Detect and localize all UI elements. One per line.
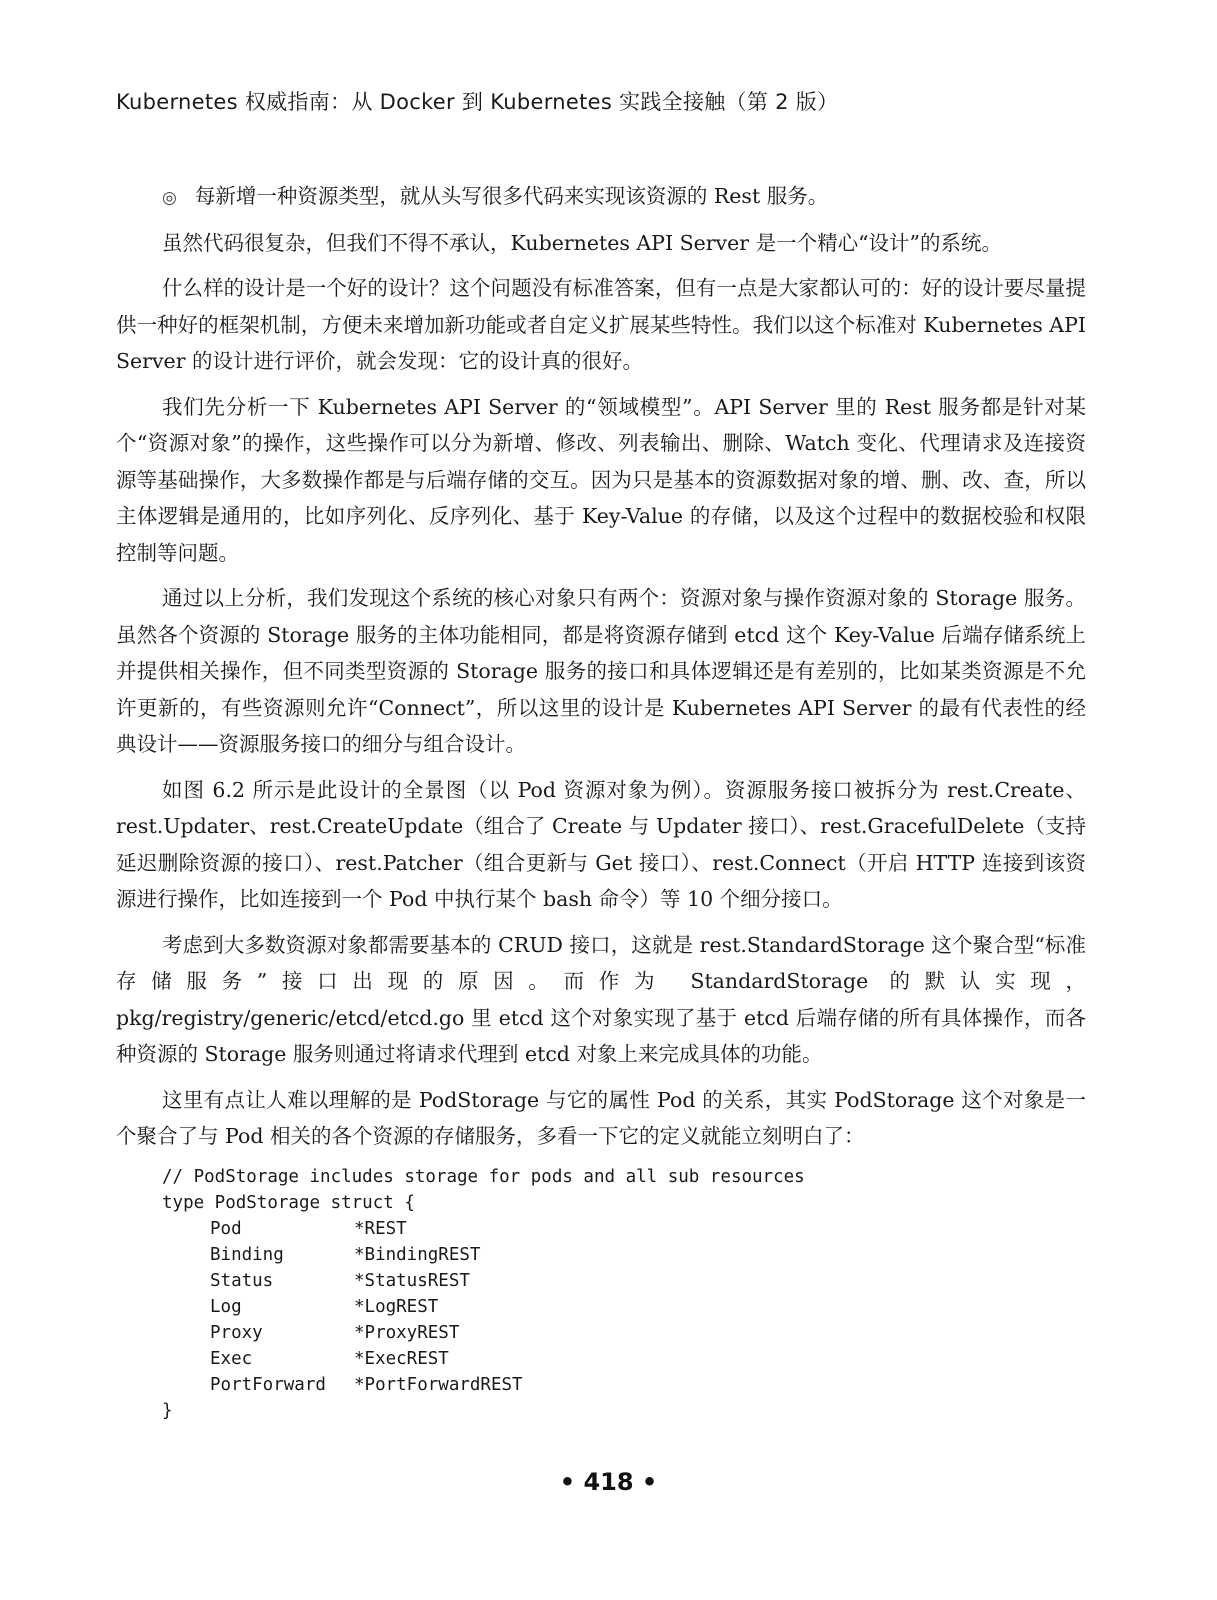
code-field-type: *ExecREST [354, 1348, 449, 1369]
code-field-name: Binding [210, 1244, 284, 1265]
paragraph: 我们先分析一下 Kubernetes API Server 的“领域模型”。API Server 里的 Rest 服务都是针对某个“资源对象”的操作，这些操作可以分为新增、修改、列表输出、删除、Watch 变化、代理请求及连接资源等基础操作，大多数操作都是与后端存储的交互。因为只是基本的资源数据对象的增、删、改、查，所以主体逻辑是通用的，比如序列化、反序列化、基于 Key-Value 的存储，以及这个过程中的数据校验和权限控制等问题。 [116, 394, 1086, 565]
page-body [116, 178, 1086, 1424]
code-type-declaration: type PodStorage struct { [162, 1192, 415, 1213]
code-field-name: Log [210, 1296, 242, 1317]
code-field [162, 1294, 1086, 1320]
bullet-text: 每新增一种资源类型，就从头写很多代码来实现该资源的 Rest 服务。 [194, 184, 829, 208]
paragraph: 如图 6.2 所示是此设计的全景图（以 Pod 资源对象为例）。资源服务接口被拆分为 rest.Create、rest.Updater、rest.CreateUpdate（组合了 Create 与 Updater 接口）、rest.GracefulDelete（支持延迟删除资源的接口）、rest.Patcher（组合更新与 Get 接口）、rest.Connect（开启 HTTP 连接到该资源进行操作，比如连接到一个 Pod 中执行某个 bash 命令）等 10 个细分接口。 [116, 777, 1086, 911]
code-field-type: *PortForwardREST [354, 1374, 523, 1395]
code-field-name: Proxy [210, 1322, 263, 1343]
code-field [162, 1372, 1086, 1398]
code-field-type: *REST [354, 1218, 407, 1239]
code-field [162, 1216, 1086, 1242]
bullet-mark-icon: ◎ [162, 188, 177, 208]
code-field-name: Pod [210, 1218, 242, 1239]
code-closing-brace: } [162, 1400, 173, 1421]
paragraph: 什么样的设计是一个好的设计？这个问题没有标准答案，但有一点是大家都认可的：好的设计要尽量提供一种好的框架机制，方便未来增加新功能或者自定义扩展某些特性。我们以这个标准对 Kubernetes API Server 的设计进行评价，就会发现：它的设计真的很好。 [116, 276, 1086, 373]
paragraph: 虽然代码很复杂，但我们不得不承认，Kubernetes API Server 是一个精心“设计”的系统。 [162, 230, 1003, 255]
code-field-name: Status [210, 1270, 274, 1291]
code-field [162, 1242, 1086, 1268]
paragraph: 通过以上分析，我们发现这个系统的核心对象只有两个：资源对象与操作资源对象的 Storage 服务。虽然各个资源的 Storage 服务的主体功能相同，都是将资源存储到 etcd 这个 Key-Value 后端存储系统上并提供相关操作，但不同类型资源的 Storage 服务的接口和具体逻辑还是有差别的，比如某类资源是不允许更新的，有些资源则允许“Connect”，所以这里的设计是 Kubernetes API Server 的最有代表性的经典设计——资源服务接口的细分与组合设计。 [116, 586, 1086, 756]
code-field [162, 1320, 1086, 1346]
code-block [162, 1164, 1086, 1424]
bullet-item [116, 178, 1086, 217]
running-header: Kubernetes 权威指南：从 Docker 到 Kubernetes 实践全接触（第 2 版） [116, 90, 839, 114]
code-field [162, 1268, 1086, 1294]
code-comment: // PodStorage includes storage for pods and all sub resources [162, 1166, 805, 1187]
code-field-type: *BindingREST [354, 1244, 481, 1265]
page-number: • 418 • [559, 1468, 658, 1496]
paragraph: 这里有点让人难以理解的是 PodStorage 与它的属性 Pod 的关系，其实 PodStorage 这个对象是一个聚合了与 Pod 相关的各个资源的存储服务，多看一下它的定义就能立刻明白了： [116, 1087, 1086, 1148]
code-field-name: PortForward [210, 1374, 326, 1395]
code-field [162, 1346, 1086, 1372]
code-field-type: *StatusREST [354, 1270, 470, 1291]
paragraph: 考虑到大多数资源对象都需要基本的 CRUD 接口，这就是 rest.StandardStorage 这个聚合型“标准存储服务”接口出现的原因。而作为 StandardStorage 的默认实现，pkg/registry/generic/etcd/etcd.go 里 etcd 这个对象实现了基于 etcd 后端存储的所有具体操作，而各种资源的 Storage 服务则通过将请求代理到 etcd 对象上来完成具体的功能。 [116, 932, 1086, 1066]
code-field-name: Exec [210, 1348, 253, 1369]
code-field-type: *LogREST [354, 1296, 439, 1317]
code-field-type: *ProxyREST [354, 1322, 460, 1343]
